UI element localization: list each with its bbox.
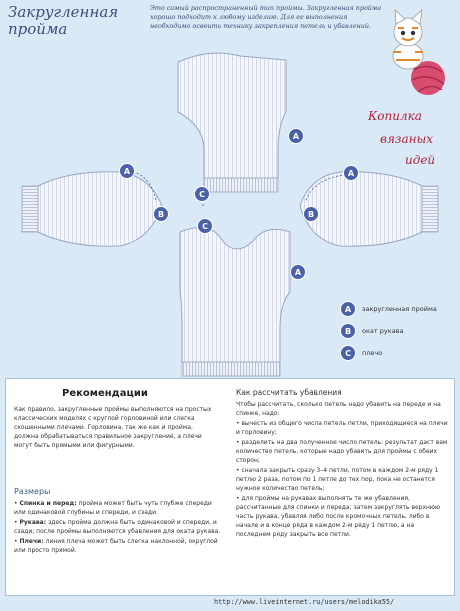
left-sleeve [22, 172, 162, 246]
marker-a-front: A [290, 264, 306, 280]
sizes-list [14, 499, 224, 556]
marker-c-front: C [197, 218, 213, 234]
sizes-title: Размеры [14, 487, 51, 496]
sizes-item-text: пройма может быть чуть глубже спереди или одинаковой глубины и спереди, и сзади. [14, 500, 212, 516]
marker-c-back: C [194, 186, 210, 202]
title-line-1: Закругленная [8, 3, 119, 21]
legend-item-b [340, 323, 403, 339]
marker-a-left-sleeve: A [119, 163, 135, 179]
calculation-intro: Чтобы рассчитать, сколько петель надо убавить на переде и на спинке, надо: [236, 401, 441, 417]
back-piece [178, 53, 286, 192]
legend-item-c [340, 345, 382, 361]
legend-item-a [340, 301, 437, 317]
legend-label-a: закругленная пройма [362, 305, 437, 313]
legend-label-c: плечо [362, 349, 383, 357]
logo-text-1: Копилка [368, 109, 422, 123]
intro-text: Это самый распространенный тип проймы. Закругленная пройма хорошо подходит к любому изделию. Для ее выполнения необходимо освоить технику закрепления петель и убавлений. [150, 4, 382, 30]
legend-marker-c: C [340, 345, 356, 361]
sizes-item-text: линия плеча может быть слегка наклонной, округлой или просто прямой. [14, 538, 218, 554]
logo-text-3: идей [405, 153, 436, 167]
calculation-step: • разделить на два полученное число петель: результат даст вам количество петель, которые надо убавить для проймы с обеих сторон; [236, 439, 448, 464]
calculation-steps [236, 419, 450, 540]
calculation-title: Как рассчитать убавления [236, 388, 342, 397]
logo-text-2: вязаных [380, 132, 434, 146]
calculation-step: • вычесть из общего числа петель петли, приходящиеся на плечи и горловину; [236, 420, 448, 436]
marker-a-right-sleeve: A [343, 165, 359, 181]
right-sleeve [300, 172, 438, 246]
calculation-step: • для проймы на рукавах выполнять те же убавления, рассчитанные для спинки и переда; затем закруглять верхнюю часть рукава, убавляя либо после кромочных петель, либо в начале и в конце ряда в каждом 2-м ряду 1 петлю, а на последнем ряду закрыть все петли. [236, 495, 441, 538]
legend-marker-a: A [340, 301, 356, 317]
calculation-step-text: сначала закрыть сразу 3–4 петли, потом в каждом 2-м ряду 1 петлю 2 раза, потом по 1 петле до тех пор, пока не останется нужное количество петель; [236, 467, 439, 492]
calculation-step-text: для проймы на рукавах выполнять те же убавления, рассчитанные для спинки и переда; затем закруглять верхнюю часть рукава, убавляя либо после кромочных петель, либо в начале и в конце ряда в каждом 2-м ряду 1 петлю, а на последнем ряду закрыть все петли. [236, 495, 441, 538]
sizes-item: • Спинка и перед: пройма может быть чуть глубже спереди или одинаковой глубины и спереди, и сзади. [14, 500, 212, 516]
recommendations-title: Рекомендации [62, 388, 148, 399]
sizes-item: • Рукава: здесь пройма должна быть одинаковой и спереди, и сзади; после проймы выполняются убавления для оката рукава. [14, 519, 221, 535]
title-line-2: пройма [8, 20, 68, 38]
sizes-item-label: Спинка и перед: [19, 500, 77, 507]
marker-a-back: A [288, 128, 304, 144]
recommendations-text: Как правило, закругленные проймы выполняются на простых классических моделях с круглой горловиной или слегка скошенными плечами. Горловина, так же как и пройма, должна обрабатываться правильное закругление, а плечи могут быть прямыми или фигурными. [14, 406, 212, 449]
calculation-step-text: разделить на два полученное число петель: результат даст вам количество петель, которые надо убавить для проймы с обеих сторон; [236, 439, 448, 464]
marker-b-left-sleeve: B [153, 206, 169, 222]
marker-b-right-sleeve: B [303, 206, 319, 222]
front-piece [180, 228, 290, 377]
calculation-step-text: вычесть из общего числа петель петли, приходящиеся на плечи и горловину; [236, 420, 448, 436]
source-url: http://www.liveinternet.ru/users/melodika55/ [214, 598, 395, 606]
sizes-item-label: Рукава: [19, 519, 47, 526]
sizes-item-label: Плечи: [19, 538, 44, 545]
legend-label-b: окат рукава [362, 327, 404, 335]
sizes-item-text: здесь пройма должна быть одинаковой и спереди, и сзади; после проймы выполняются убавления для оката рукава. [14, 519, 221, 535]
legend-marker-b: B [340, 323, 356, 339]
sizes-item: • Плечи: линия плеча может быть слегка наклонной, округлой или просто прямой. [14, 538, 218, 554]
calculation-step: • сначала закрыть сразу 3–4 петли, потом в каждом 2-м ряду 1 петлю 2 раза, потом по 1 петле до тех пор, пока не останется нужное количество петель; [236, 467, 439, 492]
